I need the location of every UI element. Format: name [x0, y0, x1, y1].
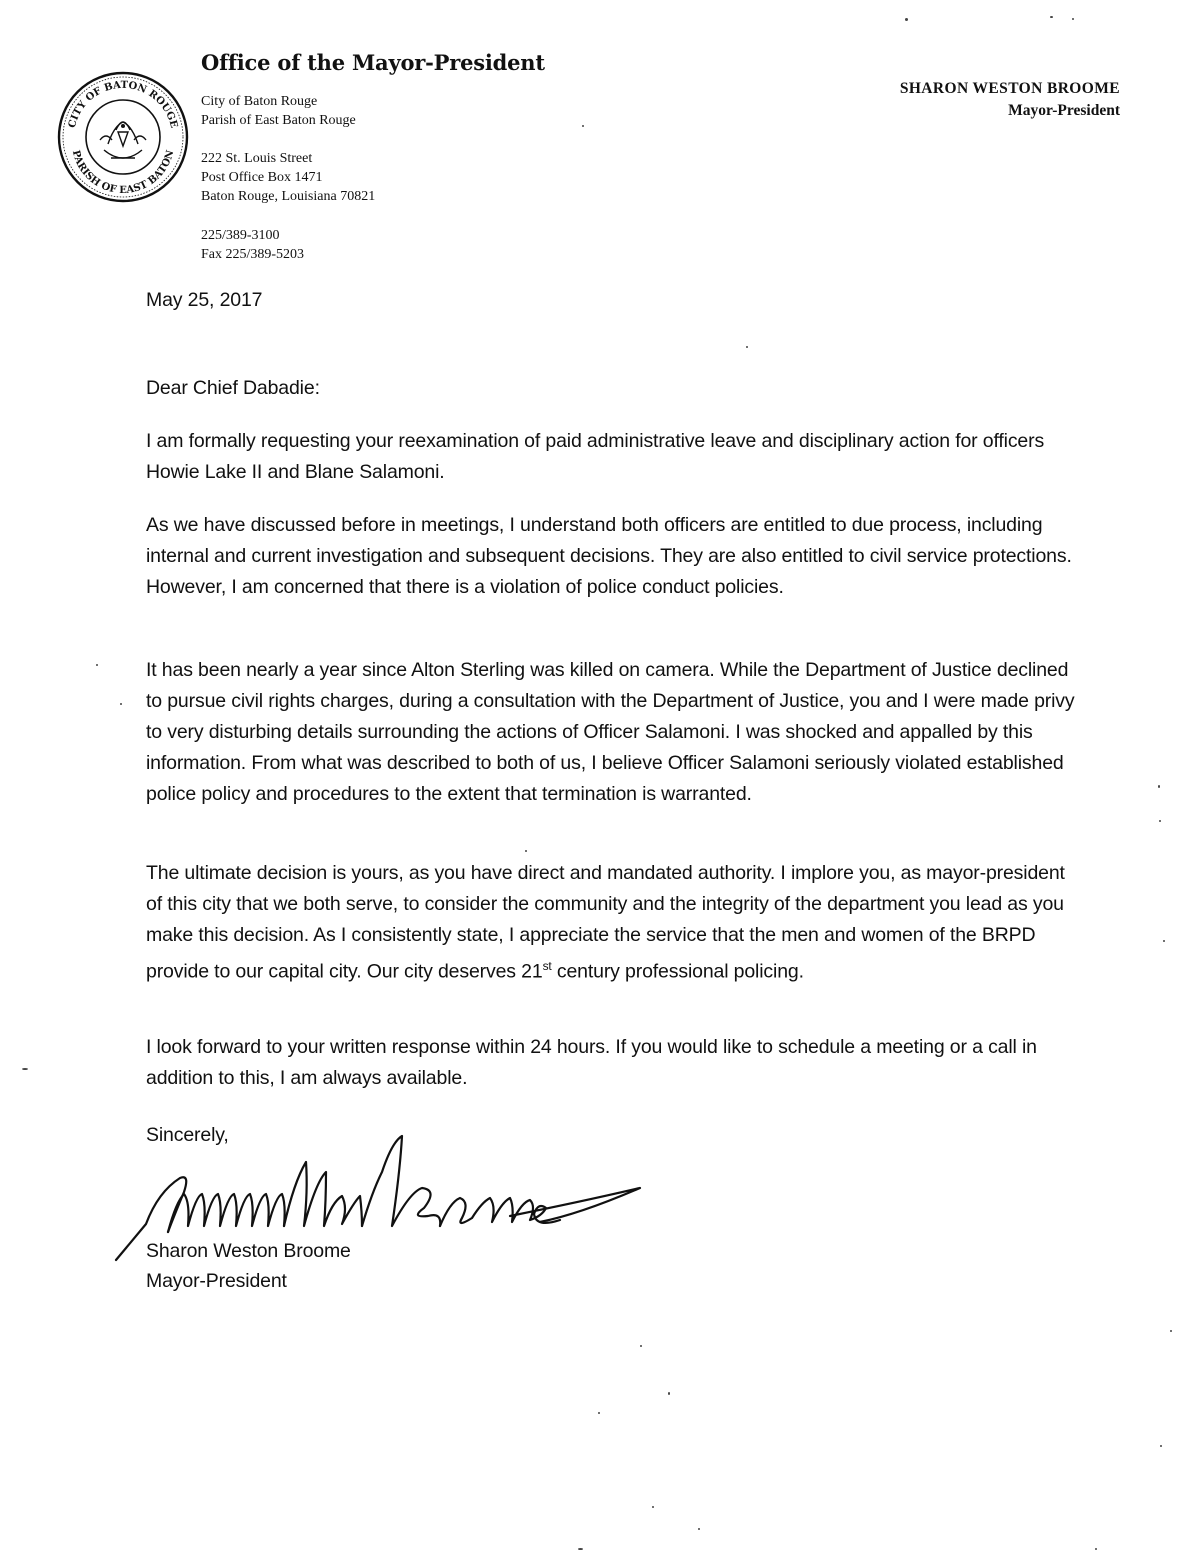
- scan-speck: [525, 850, 527, 852]
- mayor-header: [900, 78, 1120, 122]
- scan-speck: [1095, 1548, 1097, 1550]
- city-parish-seal-icon: [56, 70, 190, 204]
- paragraph-text: It has been nearly a year since Alton Sterling was killed on camera. While the Department of Justice declined to pursue civil rights charges, during a consultation with the Department of Justice, you and I were made privy to very disturbing details surrounding the actions of Officer Salamoni. I was shocked and appalled by this information. From what was described to both of us, I believe Officer Salamoni seriously violated established police policy and procedures to the extent that termination is warranted.: [146, 659, 1075, 805]
- paragraph-alton-sterling: [146, 655, 1086, 810]
- signer-title: Mayor-President: [146, 1270, 287, 1292]
- scan-speck: [598, 1412, 600, 1414]
- paragraph-response-request: [146, 1032, 1086, 1094]
- jurisdiction-block: [201, 92, 356, 130]
- mayor-name: SHARON WESTON BROOME: [899, 80, 1120, 97]
- scan-speck: [22, 1068, 28, 1070]
- ordinal-superscript: st: [542, 959, 552, 973]
- scan-speck: [1170, 1330, 1172, 1332]
- contact-numbers: [201, 226, 304, 264]
- scan-speck: [652, 1506, 654, 1508]
- scan-speck: [1050, 16, 1053, 18]
- letter-date: May 25, 2017: [146, 289, 263, 311]
- signer-name: Sharon Weston Broome: [146, 1240, 351, 1262]
- scan-speck: [1163, 940, 1165, 942]
- scan-speck: [578, 1548, 583, 1550]
- paragraph-due-process: [146, 510, 1086, 603]
- city-state-zip-line: Baton Rouge, Louisiana 70821: [201, 189, 376, 204]
- paragraph-text: As we have discussed before in meetings, I understand both officers are entitled to due process, including internal and current investigation and subsequent decisions. They are also entitled to civil service protections. However, I am concerned that there is a violation of police conduct policies.: [146, 514, 1072, 598]
- scan-speck: [96, 664, 98, 666]
- paragraph-text: I am formally requesting your reexamination of paid administrative leave and disciplinary action for officers Howie Lake II and Blane Salamoni.: [146, 430, 1045, 483]
- scan-speck: [668, 1392, 670, 1395]
- fax-line: Fax 225/389-5203: [201, 247, 305, 262]
- scan-speck: [1072, 18, 1074, 20]
- paragraph-decision: [146, 858, 1086, 988]
- paragraph-tail-text: century professional policing.: [551, 960, 804, 983]
- street-line: 222 St. Louis Street: [201, 151, 313, 166]
- scan-speck: [1159, 820, 1161, 822]
- signature-block: [146, 1236, 1086, 1296]
- mayor-title: Mayor-President: [1008, 102, 1120, 119]
- office-title: Office of the Mayor-President: [201, 50, 545, 75]
- scan-speck: [582, 125, 584, 127]
- closing: Sincerely,: [146, 1124, 229, 1146]
- city-line: City of Baton Rouge: [201, 94, 318, 109]
- phone-line: 225/389-3100: [201, 228, 280, 243]
- mailing-address: [201, 149, 375, 206]
- seal-text-bottom: PARISH OF EAST BATON: [69, 149, 177, 197]
- scan-speck: [1160, 1445, 1162, 1447]
- scan-speck: [640, 1345, 642, 1347]
- parish-line: Parish of East Baton Rouge: [201, 113, 356, 128]
- scan-speck: [1158, 785, 1160, 788]
- salutation: Dear Chief Dabadie:: [146, 377, 320, 399]
- seal-text-top: CITY OF BATON ROUGE: [66, 79, 180, 130]
- paragraph-text: [146, 858, 1086, 988]
- scan-speck: [746, 346, 748, 348]
- scan-speck: [120, 703, 122, 705]
- scan-speck: [698, 1528, 700, 1530]
- scan-speck: [905, 18, 908, 21]
- po-box-line: Post Office Box 1471: [201, 170, 323, 185]
- paragraph-request: [146, 426, 1086, 488]
- paragraph-text: I look forward to your written response within 24 hours. If you would like to schedule a meeting or a call in addition to this, I am always available.: [146, 1036, 1037, 1089]
- paragraph-main-text: The ultimate decision is yours, as you have direct and mandated authority. I implore you, as mayor-president of this city that we both serve, to consider the community and the integrity of the department you lead as you make this decision. As I consistently state, I appreciate the service that the men and women of the BRPD provide to our capital city. Our city deserves 21: [146, 862, 1065, 983]
